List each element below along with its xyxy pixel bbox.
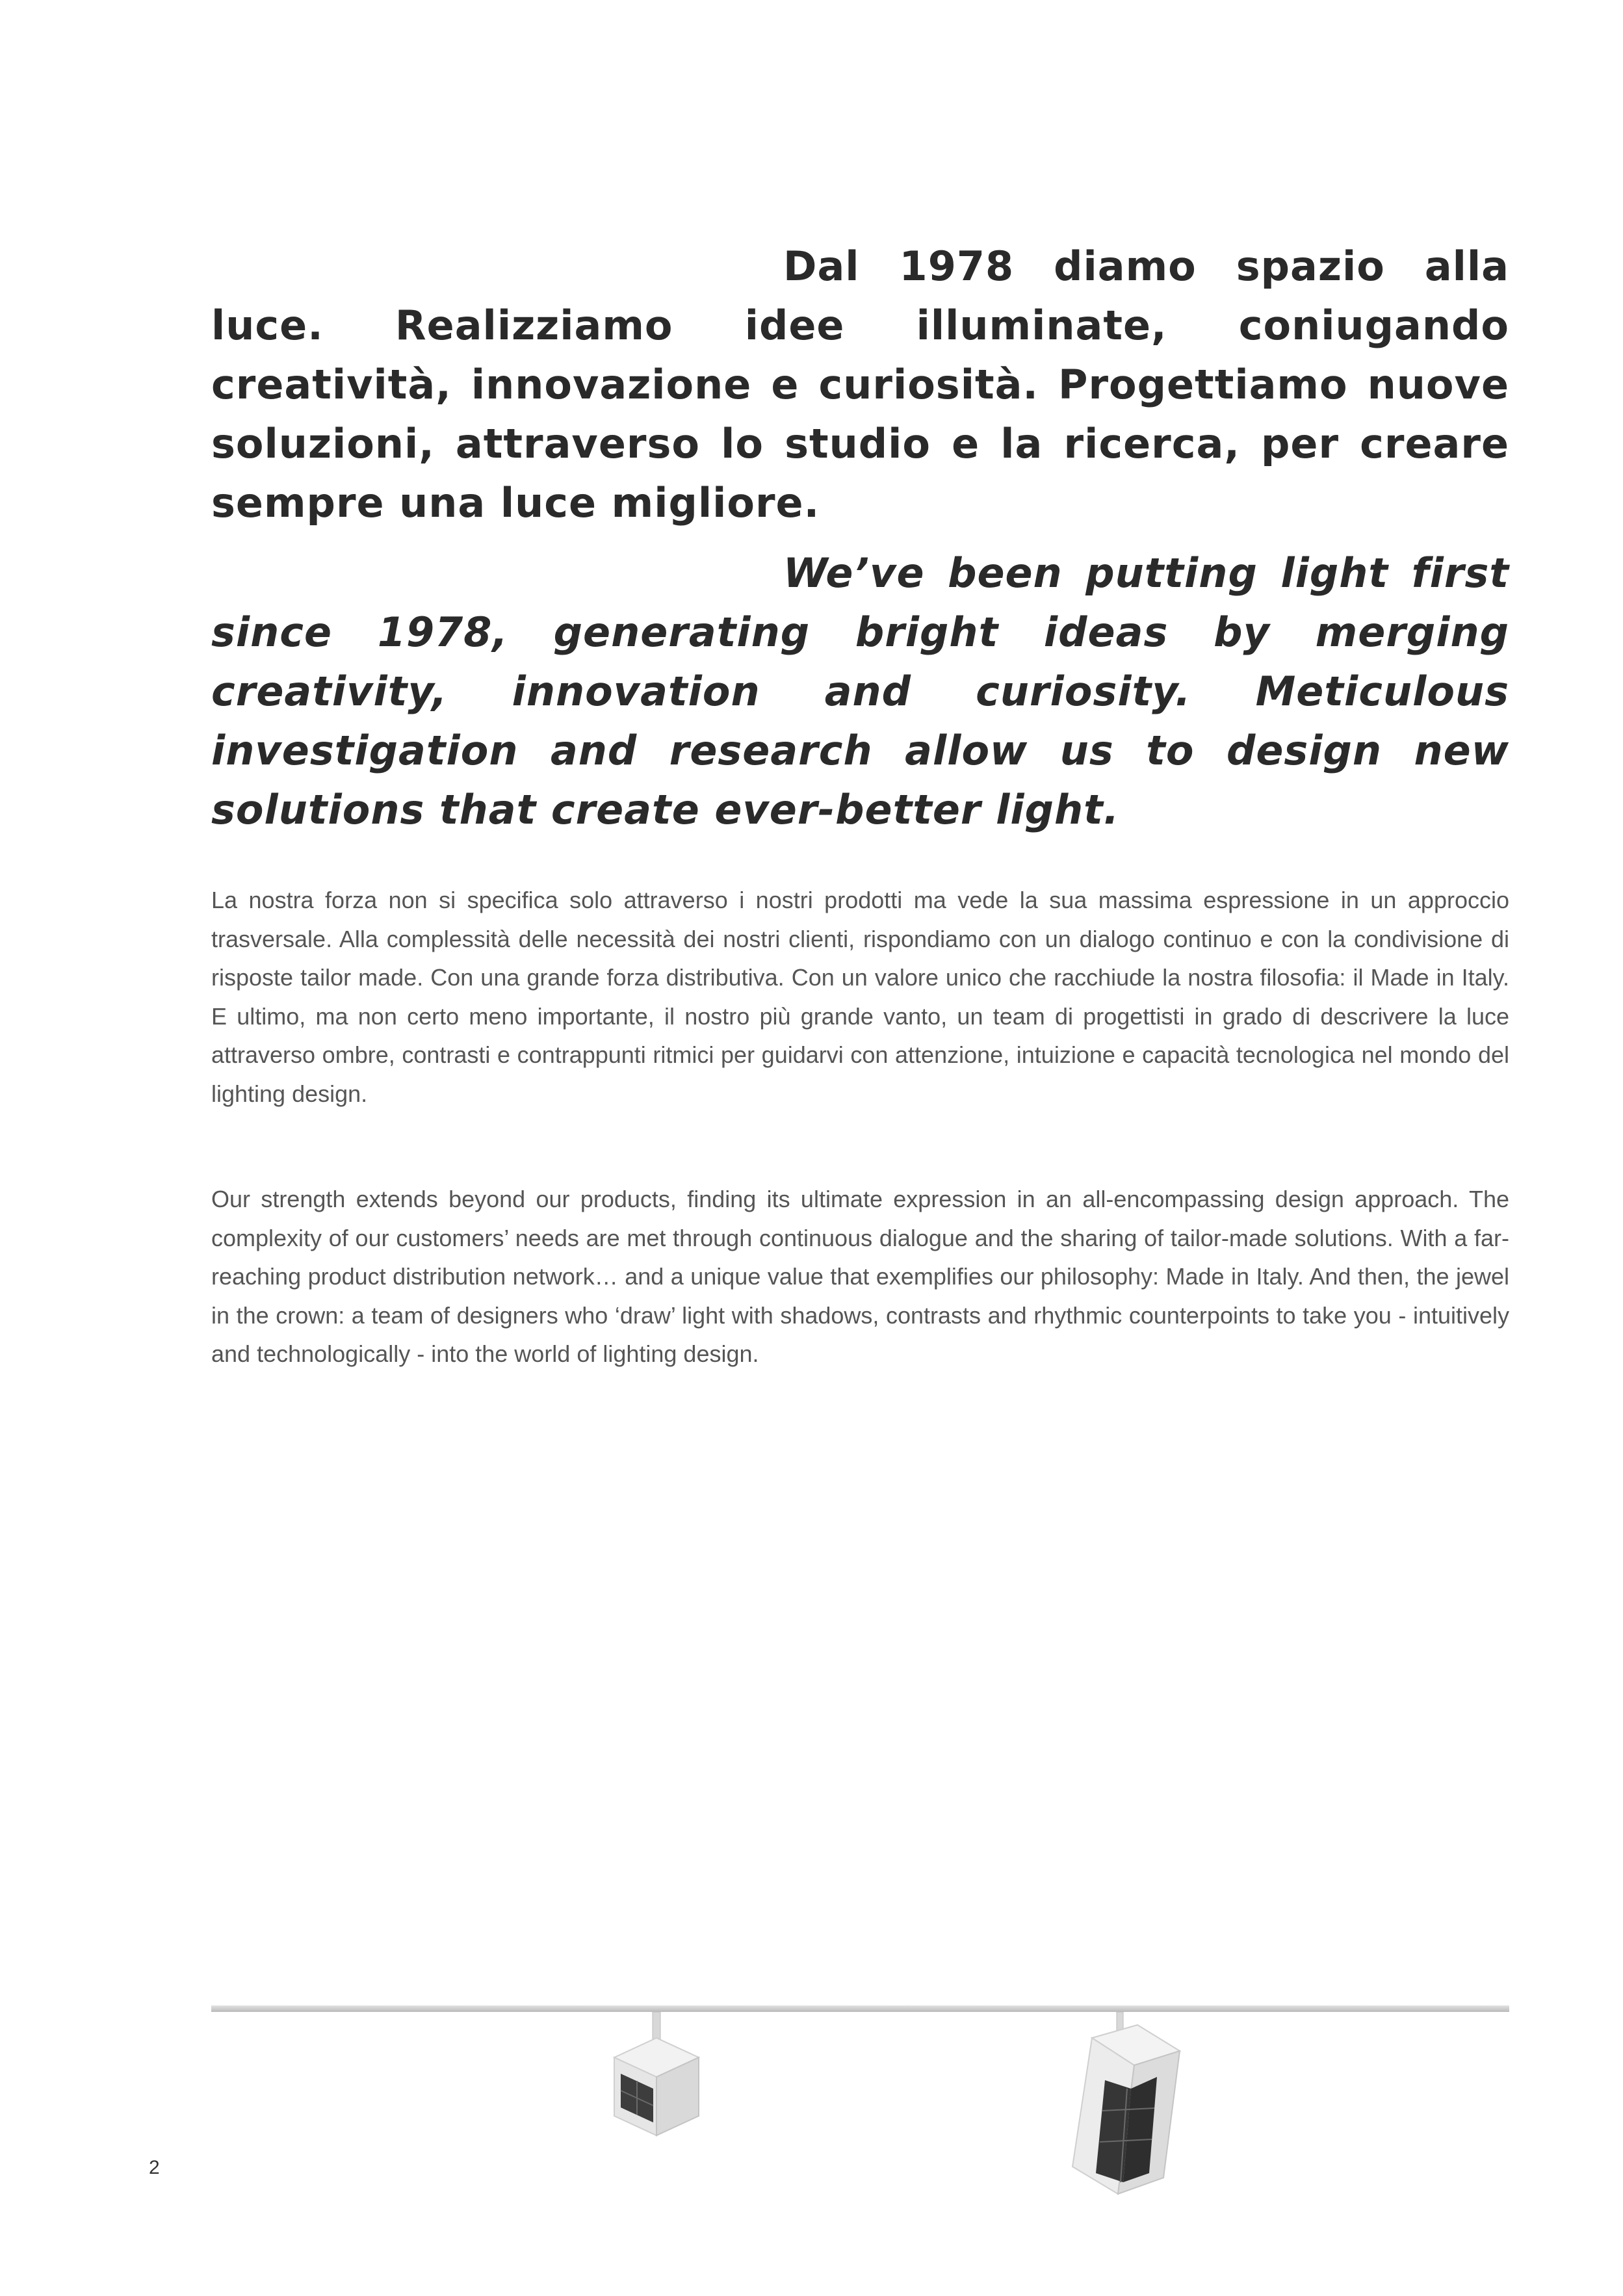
lighting-track-rail bbox=[211, 2005, 1509, 2012]
page-number: 2 bbox=[149, 2157, 160, 2178]
body-english: Our strength extends beyond our products, finding its ultimate expression in an all-encompassing design approach. The complexity of our customers’ needs are met through continuous dialogue and the sharing of tailor-made solutions. With a far-reaching product distribution network… and a unique value that exemplifies our philosophy: Made in Italy. And then, the jewel in the crown: a team of designers who ‘draw’ light with shadows, contrasts and rhythmic counterpoints to take you - intuitively and technologically - into the world of lighting design. bbox=[211, 1186, 1509, 1367]
intro-italian bbox=[211, 237, 1509, 532]
intro-english bbox=[211, 543, 1509, 839]
body-italian: La nostra forza non si specifica solo attraverso i nostri prodotti ma vede la sua massima espressione in un approccio trasversale. Alla complessità delle necessità dei nostri clienti, rispondiamo con un dialogo continuo e con la condivisione di risposte tailor made. Con una grande forza distributiva. Con un valore unico che racchiude la nostra filosofia: il Made in Italy. E ultimo, ma non certo meno importante, il nostro più grande vanto, un team di progettisti in grado di descrivere la luce attraverso ombre, contrasti e contrappunti ritmici per guidarvi con attenzione, intuizione e capacità tecnologica nel mondo del lighting design. bbox=[211, 887, 1509, 1107]
intro-english-text: We’ve been putting light first since 1978, generating bright ideas by merging creativity, innovation and curiosity. Meticulous investigation and research allow us to design new solutions that create ever-better light. bbox=[211, 549, 1509, 833]
intro-italian-text: Dal 1978 diamo spazio alla luce. Realizziamo idee illuminate, coniugando creatività, innovazione e curiosità. Progettiamo nuove soluzioni, attraverso lo studio e la ricerca, per creare sempre una luce migliore. bbox=[211, 242, 1509, 527]
spotlight-fixture-left bbox=[585, 2012, 728, 2161]
spotlight-fixture-right bbox=[1040, 2012, 1209, 2213]
